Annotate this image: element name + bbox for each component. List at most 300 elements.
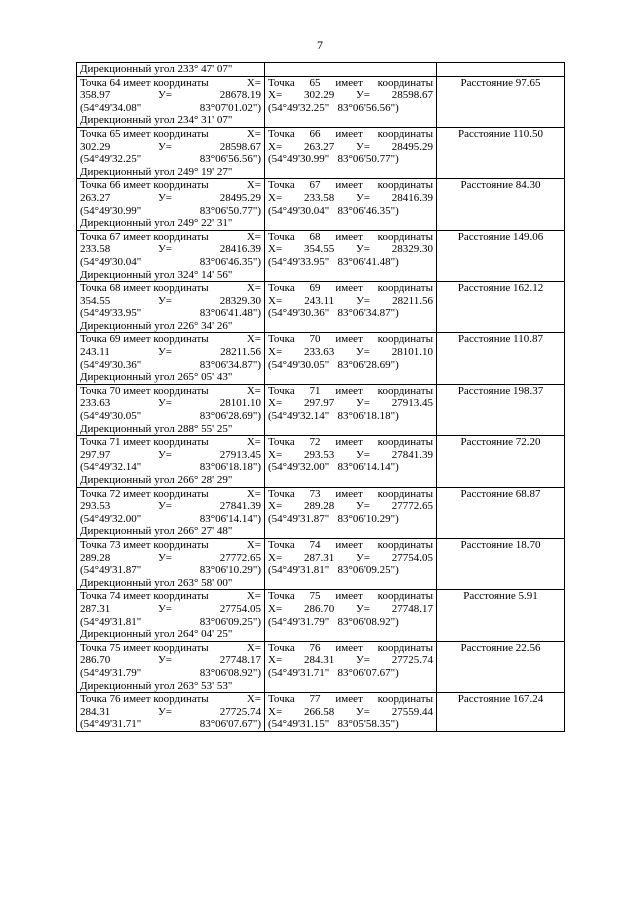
x-value: 293.53 bbox=[303, 448, 335, 461]
distance-value: Расстояние 84.30 bbox=[460, 179, 541, 192]
y-label: У= bbox=[158, 294, 172, 307]
x-value: 354.55 bbox=[80, 294, 111, 307]
longitude: 83°06'10.29") bbox=[199, 564, 261, 577]
to-word-1: Точка bbox=[268, 641, 295, 654]
from-point-heading bbox=[80, 539, 261, 552]
direction-angle: Дирекционный угол 234° 31' 07" bbox=[80, 114, 233, 127]
from-point-cell bbox=[77, 436, 265, 487]
direction-angle: Дирекционный угол 263° 53' 53" bbox=[80, 679, 233, 692]
latitude: (54°49'30.36" bbox=[80, 358, 142, 371]
to-point-xy bbox=[268, 141, 433, 154]
y-label: У= bbox=[158, 602, 172, 615]
distance-cell bbox=[437, 127, 565, 178]
to-word-3: координаты bbox=[377, 333, 433, 346]
x-value: 233.63 bbox=[303, 346, 335, 359]
table-row bbox=[77, 127, 565, 178]
to-point-cell bbox=[265, 641, 437, 692]
to-word-1: Точка bbox=[268, 538, 295, 551]
table-row bbox=[77, 179, 565, 230]
to-point-geo: (54°49'32.00" 83°06'14.14") bbox=[268, 461, 399, 474]
to-word-3: координаты bbox=[377, 384, 433, 397]
from-point-geo bbox=[80, 513, 261, 526]
distance-value: Расстояние 149.06 bbox=[457, 230, 544, 243]
y-value: 28211.56 bbox=[220, 346, 261, 359]
to-point-cell bbox=[265, 538, 437, 589]
from-point-geo bbox=[80, 256, 261, 269]
longitude: 83°06'50.77") bbox=[199, 204, 261, 217]
to-point-heading bbox=[268, 77, 433, 90]
to-word-3: координаты bbox=[377, 590, 433, 603]
from-point-label: Точка 64 имеет координаты bbox=[80, 76, 209, 89]
to-point-cell bbox=[265, 179, 437, 230]
y-value: 27772.65 bbox=[219, 551, 261, 564]
distance-cell bbox=[437, 384, 565, 435]
distance-cell bbox=[437, 76, 565, 127]
table-row bbox=[77, 641, 565, 692]
distance-value: Расстояние 97.65 bbox=[460, 76, 541, 89]
y-label: У= bbox=[355, 243, 370, 256]
to-point-number: 68 bbox=[309, 230, 321, 243]
distance-value: Расстояние 110.87 bbox=[457, 333, 544, 346]
from-point-cell bbox=[77, 230, 265, 281]
x-value: 287.31 bbox=[303, 551, 335, 564]
from-point-xy bbox=[80, 706, 261, 719]
y-label: У= bbox=[158, 705, 172, 718]
x-value: 289.28 bbox=[80, 551, 111, 564]
distance-cell bbox=[437, 693, 565, 732]
y-label: У= bbox=[355, 551, 370, 564]
x-value: 286.70 bbox=[303, 602, 335, 615]
to-point-heading bbox=[268, 642, 433, 655]
from-point-xy bbox=[80, 397, 261, 410]
x-value: 243.11 bbox=[80, 346, 110, 359]
to-word-3: координаты bbox=[377, 641, 433, 654]
y-value: 28101.10 bbox=[391, 346, 433, 359]
longitude: 83°06'08.92") bbox=[199, 666, 261, 679]
x-value: 233.58 bbox=[80, 243, 111, 256]
to-point-heading bbox=[268, 333, 433, 346]
y-value: 27841.39 bbox=[391, 448, 433, 461]
longitude: 83°07'01.02") bbox=[199, 101, 261, 114]
from-point-label: Точка 72 имеет координаты bbox=[80, 487, 209, 500]
x-value: 233.58 bbox=[303, 191, 335, 204]
from-point-geo bbox=[80, 564, 261, 577]
longitude: 83°06'18.18") bbox=[199, 461, 261, 474]
distance-value: Расстояние 18.70 bbox=[460, 538, 541, 551]
to-point-xy bbox=[268, 346, 433, 359]
from-point-xy bbox=[80, 603, 261, 616]
to-point-heading bbox=[268, 231, 433, 244]
to-point-cell bbox=[265, 127, 437, 178]
to-word-3: координаты bbox=[377, 127, 433, 140]
table-row bbox=[77, 333, 565, 384]
y-label: У= bbox=[355, 654, 370, 667]
to-point-xy bbox=[268, 552, 433, 565]
latitude: (54°49'31.87" bbox=[80, 564, 142, 577]
distance-cell bbox=[437, 230, 565, 281]
x-value: 293.53 bbox=[80, 500, 111, 513]
y-label: У= bbox=[158, 346, 172, 359]
latitude: (54°49'34.08" bbox=[80, 101, 142, 114]
y-value: 27725.74 bbox=[391, 654, 433, 667]
y-label: У= bbox=[355, 89, 370, 102]
latitude: (54°49'32.00" bbox=[80, 512, 142, 525]
x-value: 289.28 bbox=[303, 500, 335, 513]
from-point-xy bbox=[80, 552, 261, 565]
latitude: (54°49'30.05" bbox=[80, 410, 142, 423]
x-label: X= bbox=[268, 500, 283, 513]
to-point-geo: (54°49'31.81" 83°06'09.25") bbox=[268, 564, 399, 577]
to-point-heading bbox=[268, 693, 433, 706]
distance-cell bbox=[437, 590, 565, 641]
from-point-xy bbox=[80, 449, 261, 462]
from-point-heading bbox=[80, 488, 261, 501]
to-word-1: Точка bbox=[268, 333, 295, 346]
to-point-geo: (54°49'30.36" 83°06'34.87") bbox=[268, 307, 399, 320]
to-point-number: 74 bbox=[309, 538, 321, 551]
x-label: X= bbox=[268, 346, 283, 359]
x-label: X= bbox=[246, 436, 261, 449]
distance-cell bbox=[437, 641, 565, 692]
y-value: 27748.17 bbox=[219, 654, 261, 667]
to-word-1: Точка bbox=[268, 127, 295, 140]
to-point-heading bbox=[268, 539, 433, 552]
x-label: X= bbox=[246, 693, 261, 706]
from-point-xy bbox=[80, 654, 261, 667]
from-point-label: Точка 69 имеет координаты bbox=[80, 333, 209, 346]
y-value: 28495.29 bbox=[219, 191, 261, 204]
direction-angle: Дирекционный угол 265° 05' 43" bbox=[80, 371, 233, 384]
table-row bbox=[77, 63, 565, 77]
y-label: У= bbox=[355, 191, 370, 204]
x-value: 297.97 bbox=[80, 448, 111, 461]
from-point-geo bbox=[80, 307, 261, 320]
to-point-xy bbox=[268, 706, 433, 719]
from-point-cell bbox=[77, 282, 265, 333]
y-label: У= bbox=[158, 243, 172, 256]
latitude: (54°49'31.81" bbox=[80, 615, 142, 628]
to-point-geo: (54°49'32.25" 83°06'56.56") bbox=[268, 101, 399, 114]
to-word-2: имеет bbox=[335, 487, 363, 500]
to-point-geo: (54°49'31.87" 83°06'10.29") bbox=[268, 512, 399, 525]
to-point-number: 73 bbox=[309, 487, 321, 500]
y-value: 27559.44 bbox=[391, 705, 433, 718]
from-point-label: Точка 68 имеет координаты bbox=[80, 282, 209, 295]
to-point-heading bbox=[268, 436, 433, 449]
y-label: У= bbox=[355, 140, 370, 153]
to-point-geo: (54°49'31.15" 83°05'58.35") bbox=[268, 718, 399, 731]
from-point-xy bbox=[80, 295, 261, 308]
y-label: У= bbox=[158, 500, 172, 513]
from-point-label: Точка 71 имеет координаты bbox=[80, 436, 209, 449]
y-label: У= bbox=[158, 448, 172, 461]
to-word-3: координаты bbox=[377, 436, 433, 449]
to-point-number: 65 bbox=[309, 76, 321, 89]
y-value: 27913.45 bbox=[391, 397, 433, 410]
direction-angle: Дирекционный угол 233° 47' 07" bbox=[80, 63, 233, 75]
from-point-geo bbox=[80, 410, 261, 423]
from-point-xy bbox=[80, 346, 261, 359]
direction-angle: Дирекционный угол 264° 04' 25" bbox=[80, 628, 233, 641]
to-point-cell bbox=[265, 230, 437, 281]
x-label: X= bbox=[246, 127, 261, 140]
y-label: У= bbox=[355, 705, 370, 718]
to-point-xy bbox=[268, 654, 433, 667]
to-point-xy bbox=[268, 449, 433, 462]
to-point-geo: (54°49'31.79" 83°06'08.92") bbox=[268, 615, 399, 628]
x-label: X= bbox=[246, 641, 261, 654]
from-point-label: Точка 75 имеет координаты bbox=[80, 641, 209, 654]
direction-angle: Дирекционный угол 266° 27' 48" bbox=[80, 525, 233, 538]
to-word-2: имеет bbox=[335, 641, 363, 654]
y-value: 28495.29 bbox=[391, 140, 433, 153]
x-value: 263.27 bbox=[303, 140, 335, 153]
to-word-3: координаты bbox=[377, 76, 433, 89]
distance-cell bbox=[437, 63, 565, 77]
x-label: X= bbox=[246, 230, 261, 243]
latitude: (54°49'30.04" bbox=[80, 255, 142, 268]
from-point-xy bbox=[80, 89, 261, 102]
x-label: X= bbox=[268, 243, 283, 256]
x-label: X= bbox=[268, 191, 283, 204]
from-point-heading bbox=[80, 333, 261, 346]
to-point-heading bbox=[268, 590, 433, 603]
y-value: 27841.39 bbox=[219, 500, 261, 513]
latitude: (54°49'32.14" bbox=[80, 461, 142, 474]
from-point-geo bbox=[80, 205, 261, 218]
to-point-xy bbox=[268, 397, 433, 410]
from-point-heading bbox=[80, 693, 261, 706]
to-word-3: координаты bbox=[377, 282, 433, 295]
x-value: 354.55 bbox=[303, 243, 335, 256]
to-word-3: координаты bbox=[377, 230, 433, 243]
to-point-geo: (54°49'30.05" 83°06'28.69") bbox=[268, 358, 399, 371]
to-point-xy bbox=[268, 603, 433, 616]
y-value: 27748.17 bbox=[391, 602, 433, 615]
to-word-1: Точка bbox=[268, 384, 295, 397]
x-label: X= bbox=[246, 487, 261, 500]
to-word-1: Точка bbox=[268, 590, 295, 603]
latitude: (54°49'30.99" bbox=[80, 204, 142, 217]
to-point-heading bbox=[268, 179, 433, 192]
x-label: X= bbox=[246, 179, 261, 192]
from-point-heading bbox=[80, 128, 261, 141]
longitude: 83°06'28.69") bbox=[199, 410, 261, 423]
to-word-2: имеет bbox=[335, 590, 363, 603]
from-point-xy bbox=[80, 500, 261, 513]
y-value: 27754.05 bbox=[391, 551, 433, 564]
from-point-heading bbox=[80, 436, 261, 449]
to-word-1: Точка bbox=[268, 179, 295, 192]
from-point-cell bbox=[77, 384, 265, 435]
table-row bbox=[77, 590, 565, 641]
x-label: X= bbox=[246, 590, 261, 603]
from-point-label: Точка 65 имеет координаты bbox=[80, 127, 209, 140]
table-row bbox=[77, 76, 565, 127]
from-point-heading bbox=[80, 590, 261, 603]
to-point-xy bbox=[268, 295, 433, 308]
x-label: X= bbox=[246, 333, 261, 346]
x-label: X= bbox=[268, 602, 283, 615]
y-label: У= bbox=[158, 89, 172, 102]
from-point-label: Точка 73 имеет координаты bbox=[80, 538, 209, 551]
table-row bbox=[77, 436, 565, 487]
to-point-xy bbox=[268, 500, 433, 513]
x-label: X= bbox=[268, 448, 283, 461]
to-point-geo: (54°49'30.99" 83°06'50.77") bbox=[268, 153, 399, 166]
to-word-2: имеет bbox=[335, 127, 363, 140]
from-point-xy bbox=[80, 243, 261, 256]
distance-cell bbox=[437, 282, 565, 333]
x-value: 286.70 bbox=[80, 654, 111, 667]
distance-value: Расстояние 22.56 bbox=[460, 641, 541, 654]
to-point-number: 75 bbox=[309, 590, 321, 603]
distance-cell bbox=[437, 179, 565, 230]
to-word-2: имеет bbox=[335, 76, 363, 89]
to-point-cell bbox=[265, 590, 437, 641]
to-word-1: Точка bbox=[268, 230, 295, 243]
direction-angle: Дирекционный угол 324° 14' 56" bbox=[80, 268, 233, 281]
to-point-cell bbox=[265, 76, 437, 127]
table-row bbox=[77, 693, 565, 732]
x-value: 233.63 bbox=[80, 397, 111, 410]
from-point-heading bbox=[80, 282, 261, 295]
to-word-2: имеет bbox=[335, 693, 363, 706]
to-word-1: Точка bbox=[268, 76, 295, 89]
from-point-cell bbox=[77, 127, 265, 178]
from-point-geo bbox=[80, 718, 261, 731]
y-label: У= bbox=[158, 551, 172, 564]
longitude: 83°06'09.25") bbox=[199, 615, 261, 628]
to-word-3: координаты bbox=[377, 693, 433, 706]
from-point-cell bbox=[77, 179, 265, 230]
from-point-cell bbox=[77, 590, 265, 641]
to-point-cell bbox=[265, 436, 437, 487]
y-label: У= bbox=[355, 346, 370, 359]
y-value: 27913.45 bbox=[219, 448, 261, 461]
y-label: У= bbox=[355, 500, 370, 513]
to-point-number: 69 bbox=[309, 282, 321, 295]
x-label: X= bbox=[246, 76, 261, 89]
direction-angle: Дирекционный угол 226° 34' 26" bbox=[80, 319, 233, 332]
to-point-cell bbox=[265, 487, 437, 538]
distance-cell bbox=[437, 538, 565, 589]
to-point-cell bbox=[265, 333, 437, 384]
longitude: 83°06'46.35") bbox=[199, 255, 261, 268]
latitude: (54°49'31.71" bbox=[80, 718, 142, 731]
table-row bbox=[77, 230, 565, 281]
to-word-2: имеет bbox=[335, 230, 363, 243]
page-number: 7 bbox=[317, 38, 323, 52]
x-value: 297.97 bbox=[303, 397, 335, 410]
y-value: 27725.74 bbox=[219, 705, 261, 718]
to-word-2: имеет bbox=[335, 282, 363, 295]
from-point-heading bbox=[80, 179, 261, 192]
distance-value: Расстояние 68.87 bbox=[460, 487, 541, 500]
to-word-2: имеет bbox=[335, 538, 363, 551]
x-value: 263.27 bbox=[80, 191, 111, 204]
to-point-number: 77 bbox=[309, 693, 321, 706]
x-label: X= bbox=[246, 384, 261, 397]
y-label: У= bbox=[158, 140, 172, 153]
y-value: 28329.30 bbox=[391, 243, 433, 256]
from-point-cell bbox=[77, 693, 265, 732]
to-point-geo: (54°49'30.04" 83°06'46.35") bbox=[268, 204, 399, 217]
to-word-2: имеет bbox=[335, 384, 363, 397]
distance-cell bbox=[437, 487, 565, 538]
from-point-label: Точка 67 имеет координаты bbox=[80, 230, 209, 243]
x-value: 302.29 bbox=[303, 89, 335, 102]
x-label: X= bbox=[268, 294, 283, 307]
to-word-1: Точка bbox=[268, 487, 295, 500]
to-word-3: координаты bbox=[377, 538, 433, 551]
distance-cell bbox=[437, 436, 565, 487]
longitude: 83°06'34.87") bbox=[199, 358, 261, 371]
from-point-heading bbox=[80, 231, 261, 244]
direction-angle: Дирекционный угол 288° 55' 25" bbox=[80, 422, 233, 435]
to-word-3: координаты bbox=[377, 487, 433, 500]
from-point-heading bbox=[80, 77, 261, 90]
to-point-number: 67 bbox=[309, 179, 321, 192]
to-word-2: имеет bbox=[335, 179, 363, 192]
from-point-heading bbox=[80, 642, 261, 655]
from-point-geo bbox=[80, 461, 261, 474]
from-point-cell bbox=[77, 538, 265, 589]
from-point-label: Точка 74 имеет координаты bbox=[80, 590, 209, 603]
to-point-cell bbox=[265, 693, 437, 732]
to-point-cell bbox=[265, 282, 437, 333]
x-label: X= bbox=[246, 538, 261, 551]
y-value: 28598.67 bbox=[219, 140, 261, 153]
to-point-heading bbox=[268, 282, 433, 295]
distance-cell bbox=[437, 333, 565, 384]
x-label: X= bbox=[268, 654, 283, 667]
from-point-geo bbox=[80, 153, 261, 166]
to-point-number: 66 bbox=[309, 127, 321, 140]
to-point-number: 71 bbox=[309, 384, 321, 397]
from-point-geo bbox=[80, 359, 261, 372]
to-point-xy bbox=[268, 192, 433, 205]
table-row bbox=[77, 487, 565, 538]
to-word-1: Точка bbox=[268, 693, 295, 706]
to-point-xy bbox=[268, 89, 433, 102]
to-point-number: 70 bbox=[309, 333, 321, 346]
x-value: 284.31 bbox=[80, 705, 111, 718]
longitude: 83°06'07.67") bbox=[199, 718, 261, 731]
x-label: X= bbox=[268, 89, 283, 102]
y-label: У= bbox=[356, 294, 371, 307]
x-value: 284.31 bbox=[303, 654, 335, 667]
y-label: У= bbox=[158, 397, 172, 410]
distance-value: Расстояние 110.50 bbox=[457, 127, 544, 140]
x-value: 287.31 bbox=[80, 602, 111, 615]
y-value: 28211.56 bbox=[392, 294, 433, 307]
from-point-cell bbox=[77, 63, 265, 77]
from-point-geo bbox=[80, 102, 261, 115]
from-point-label: Точка 66 имеет координаты bbox=[80, 179, 209, 192]
latitude: (54°49'31.79" bbox=[80, 666, 142, 679]
to-point-xy bbox=[268, 243, 433, 256]
to-point-heading bbox=[268, 385, 433, 398]
y-label: У= bbox=[158, 654, 172, 667]
from-point-cell bbox=[77, 333, 265, 384]
y-value: 28416.39 bbox=[219, 243, 261, 256]
from-point-cell bbox=[77, 76, 265, 127]
x-value: 266.58 bbox=[303, 705, 335, 718]
distance-value: Расстояние 162.12 bbox=[457, 282, 544, 295]
y-value: 28101.10 bbox=[219, 397, 261, 410]
to-word-3: координаты bbox=[377, 179, 433, 192]
